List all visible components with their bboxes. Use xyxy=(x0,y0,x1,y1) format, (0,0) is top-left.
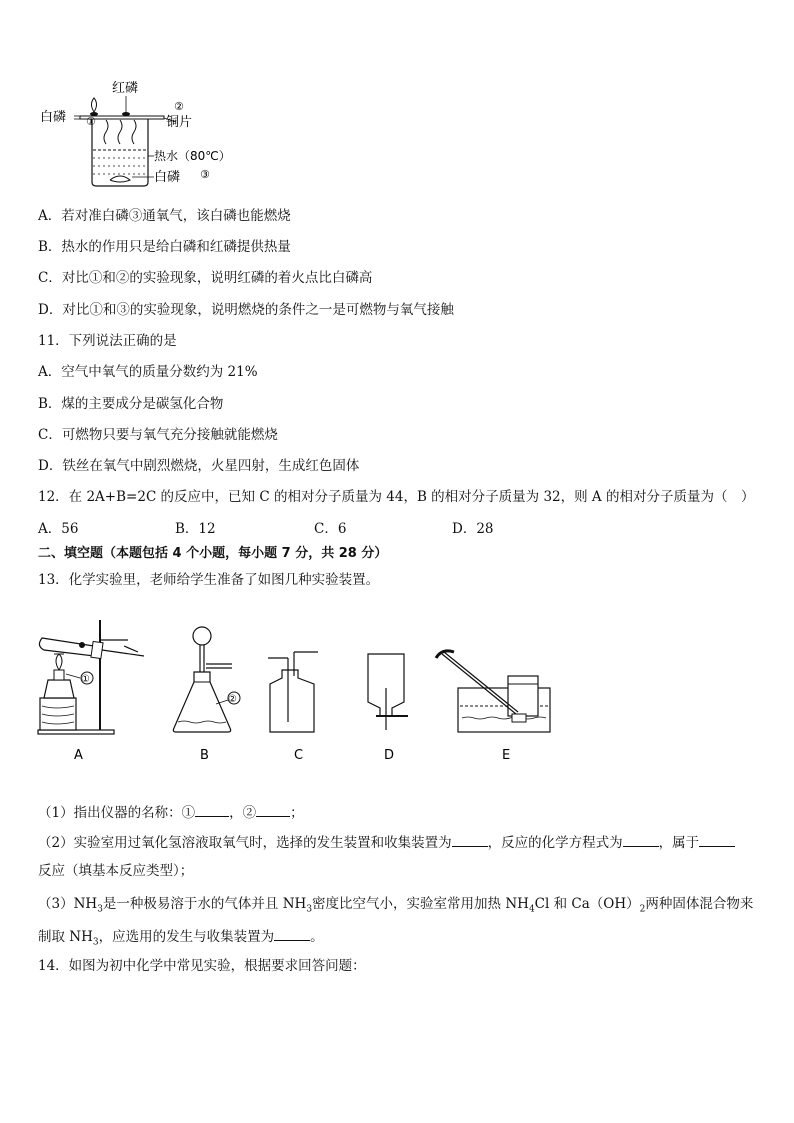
q12-option-a: A．56 xyxy=(38,521,79,537)
q13-blank-6[interactable] xyxy=(274,926,310,941)
section2-title: 二、填空题（本题包括 4 个小题，每小题 7 分，共 28 分） xyxy=(38,546,388,561)
q13-part3-sub1: 3 xyxy=(97,904,103,915)
apparatus-a xyxy=(38,620,144,734)
q13-part3-b: 是一种极易溶于水的气体并且 NH xyxy=(102,896,307,912)
label-white-phosphorus-top: 白磷 xyxy=(40,110,67,125)
q13-blank-3[interactable] xyxy=(452,832,488,847)
q12-option-d: D．28 xyxy=(452,521,494,537)
q14-stem: 14．如图为初中化学中常见实验，根据要求回答问题： xyxy=(38,958,366,974)
q13-part3-sub2: 3 xyxy=(306,904,313,915)
q12-option-b: B．12 xyxy=(175,521,216,537)
q13-part3-d: Cl 和 Ca（OH） xyxy=(534,896,640,912)
q13-part3-e: 两种固体混合物来 xyxy=(645,896,754,912)
q13-part3-line2a: 制取 NH xyxy=(38,929,93,945)
apparatus-c xyxy=(268,652,318,732)
q13-blank-4[interactable] xyxy=(623,832,659,847)
apparatus-label-b: B xyxy=(200,748,209,763)
q12-stem: 12．在 2A+B=2C 的反应中，已知 C 的相对分子质量为 44，B 的相对分子质量为 32，则 A 的相对分子质量为（ ） xyxy=(38,489,755,505)
label-copper-sheet: 铜片 xyxy=(166,115,193,130)
apparatus-label-e: E xyxy=(502,748,511,763)
q13-part2 xyxy=(38,832,735,852)
q10-option-b: B．热水的作用只是给白磷和红磷提供热量 xyxy=(38,239,291,255)
label-num2: ② xyxy=(174,100,184,113)
q13-part2-pre: （2）实验室用过氧化氢溶液取氧气时，选择的发生装置和收集装置为 xyxy=(38,835,452,851)
q13-part3-sub4: 2 xyxy=(639,904,646,915)
q11-option-a: A．空气中氧气的质量分数约为 21% xyxy=(38,364,258,380)
label-red-phosphorus: 红磷 xyxy=(112,81,139,96)
apparatus-b xyxy=(173,627,240,732)
label-num1: ① xyxy=(86,115,96,128)
q10-option-a: A．若对准白磷③通氧气，该白磷也能燃烧 xyxy=(38,208,291,224)
q13-part2-mid2: ，属于 xyxy=(658,835,700,851)
q13-blank-2[interactable] xyxy=(256,802,290,817)
apparatus-e xyxy=(436,651,550,732)
lab-apparatus-figure xyxy=(34,618,564,768)
q13-part2-line2: 反应（填基本反应类型）； xyxy=(38,863,194,879)
q13-part1-post: ； xyxy=(290,805,304,821)
apparatus-d xyxy=(368,654,408,730)
label-num3: ③ xyxy=(200,168,210,181)
q13-part3-a: （3）NH xyxy=(38,896,98,912)
q10-option-d: D．对比①和③的实验现象，说明燃烧的条件之一是可燃物与氧气接触 xyxy=(38,302,454,318)
q13-blank-5[interactable] xyxy=(699,832,735,847)
q13-part3-line2c: 。 xyxy=(310,929,324,945)
q13-part3-line2b: ，应选用的发生与收集装置为 xyxy=(98,929,275,945)
q13-part1-pre: （1）指出仪器的名称：① xyxy=(38,805,196,821)
label-white-phosphorus-bottom: 白磷 xyxy=(154,170,181,185)
apparatus-b-mark: ② xyxy=(228,694,237,705)
label-hot-water: 热水（80℃） xyxy=(154,149,231,163)
q11-option-d: D．铁丝在氧气中剧烈燃烧，火星四射，生成红色固体 xyxy=(38,458,360,474)
q11-option-b: B．煤的主要成分是碳氢化合物 xyxy=(38,396,224,412)
q13-part3-line2 xyxy=(38,926,324,952)
q11-option-c: C．可燃物只要与氧气充分接触就能燃烧 xyxy=(38,427,278,443)
q11-stem: 11．下列说法正确的是 xyxy=(38,333,177,349)
apparatus-a-mark: ① xyxy=(81,674,90,685)
q13-part3-sub3: 4 xyxy=(528,904,535,915)
q12-option-c: C．6 xyxy=(314,521,347,537)
q13-part2-mid: ，反应的化学方程式为 xyxy=(487,835,623,851)
q13-part3-c: 密度比空气小，实验室常用加热 NH xyxy=(312,896,529,912)
q13-part3-sub5: 3 xyxy=(92,937,99,948)
apparatus-label-a: A xyxy=(74,748,83,763)
q13-stem: 13．化学实验里，老师给学生准备了如图几种实验装置。 xyxy=(38,572,380,588)
combustion-apparatus-figure xyxy=(36,78,246,190)
q13-part1-mid: ，② xyxy=(229,805,257,821)
q13-blank-1[interactable] xyxy=(195,802,229,817)
q13-part1 xyxy=(38,802,304,822)
q10-option-c: C．对比①和②的实验现象，说明红磷的着火点比白磷高 xyxy=(38,270,373,286)
q13-part3 xyxy=(38,895,753,919)
apparatus-label-d: D xyxy=(384,748,395,763)
apparatus-label-c: C xyxy=(294,748,304,763)
